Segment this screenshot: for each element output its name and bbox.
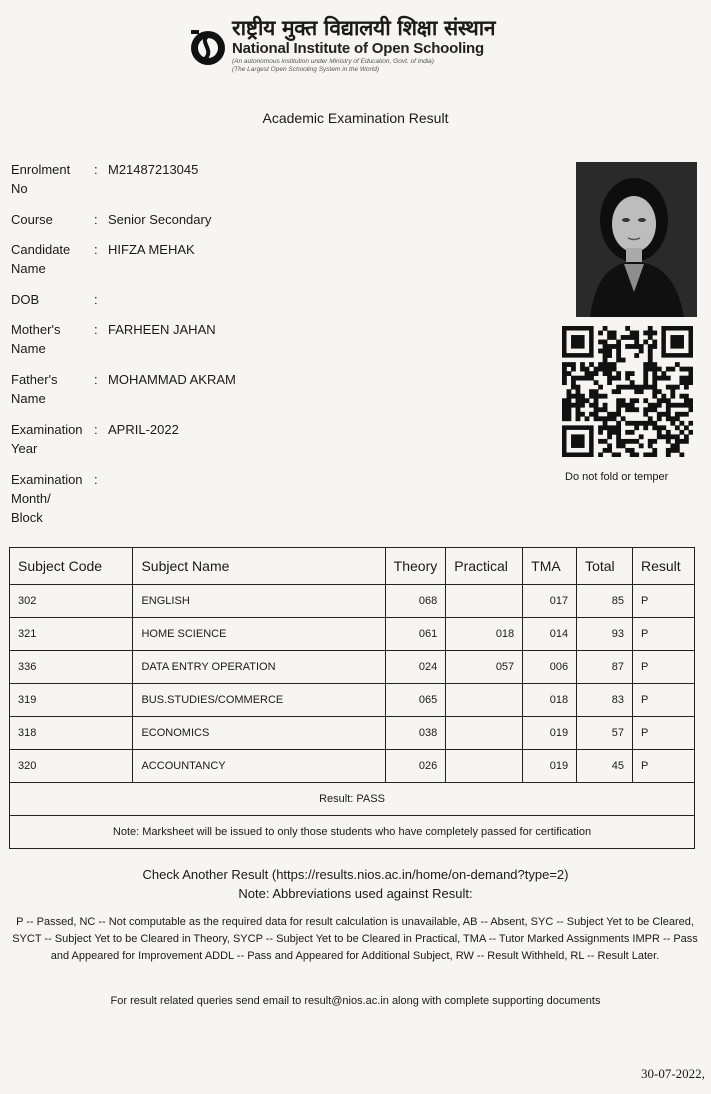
subject-code: 321 [10, 618, 133, 651]
col-practical: Practical [446, 548, 523, 585]
institute-subtagline: (The Largest Open Schooling System in the World) [232, 66, 380, 73]
col-subject-code: Subject Code [10, 548, 133, 585]
colon: : [94, 162, 98, 177]
subject-result: P [633, 585, 695, 618]
colon: : [94, 212, 98, 227]
marks-table [9, 547, 695, 849]
subject-name: ECONOMICS [133, 717, 385, 750]
subject-name: ACCOUNTANCY [133, 750, 385, 783]
fold-warning: Do not fold or temper [565, 471, 669, 483]
subject-code: 302 [10, 585, 133, 618]
exam-month-label: Examination Month/ Block [11, 472, 83, 525]
practical-marks: 057 [446, 651, 523, 684]
course-value: Senior Secondary [108, 212, 212, 227]
exam-year-label: Examination Year [11, 422, 83, 456]
col-tma: TMA [523, 548, 577, 585]
mother-name-label: Mother's Name [11, 322, 61, 356]
subject-result: P [633, 618, 695, 651]
subject-code: 336 [10, 651, 133, 684]
theory-marks: 065 [385, 684, 446, 717]
total-marks: 87 [577, 651, 633, 684]
practical-marks: 018 [446, 618, 523, 651]
mother-name-value: FARHEEN JAHAN [108, 322, 216, 337]
subject-result: P [633, 684, 695, 717]
col-result: Result [633, 548, 695, 585]
course-label: Course [11, 212, 53, 227]
table-row [10, 618, 695, 651]
overall-result-row [10, 783, 695, 816]
table-header-row [10, 548, 695, 585]
subject-name: HOME SCIENCE [133, 618, 385, 651]
colon: : [94, 372, 98, 387]
practical-marks [446, 717, 523, 750]
tma-marks: 014 [523, 618, 577, 651]
total-marks: 83 [577, 684, 633, 717]
institute-hindi-name: राष्ट्रीय मुक्त विद्यालयी शिक्षा संस्थान [232, 16, 496, 40]
marksheet-note: Note: Marksheet will be issued to only those students who have completely passed for certification [10, 816, 695, 849]
subject-code: 320 [10, 750, 133, 783]
table-row [10, 585, 695, 618]
candidate-name-label: Candidate Name [11, 242, 71, 276]
total-marks: 85 [577, 585, 633, 618]
theory-marks: 038 [385, 717, 446, 750]
colon: : [94, 322, 98, 337]
theory-marks: 061 [385, 618, 446, 651]
subject-name: BUS.STUDIES/COMMERCE [133, 684, 385, 717]
practical-marks [446, 585, 523, 618]
theory-marks: 024 [385, 651, 446, 684]
exam-year-value: APRIL-2022 [108, 422, 179, 437]
colon: : [94, 472, 98, 487]
marksheet-note-row [10, 816, 695, 849]
father-name-value: MOHAMMAD AKRAM [108, 372, 236, 387]
qr-code [562, 326, 693, 457]
institute-name: National Institute of Open Schooling [232, 40, 484, 57]
practical-marks [446, 750, 523, 783]
subject-name: ENGLISH [133, 585, 385, 618]
table-row [10, 684, 695, 717]
tma-marks: 019 [523, 717, 577, 750]
check-another-link[interactable]: Check Another Result [142, 867, 269, 882]
page-title: Academic Examination Result [262, 110, 449, 126]
colon: : [94, 242, 98, 257]
theory-marks: 026 [385, 750, 446, 783]
tma-marks: 018 [523, 684, 577, 717]
subject-result: P [633, 717, 695, 750]
theory-marks: 068 [385, 585, 446, 618]
total-marks: 45 [577, 750, 633, 783]
colon: : [94, 292, 98, 307]
table-row [10, 651, 695, 684]
abbreviations-text: P -- Passed, NC -- Not computable as the required data for result calculation is unavailable, AB -- Absent, SYC -- Subject Yet to be Cleared, SYCT -- Subject Yet to be Cleared in Theory, SYCP -- Subject Yet to be Cleared in Practical, TMA -- Tutor Marked Assignments IMPR -- Pass and Appeared for Improvement ADDL -- Pass and Appeared for Additional Subject, RW -- Result Withheld, RL -- Result Later. [12, 916, 698, 962]
total-marks: 93 [577, 618, 633, 651]
table-row [10, 717, 695, 750]
subject-code: 318 [10, 717, 133, 750]
subject-result: P [633, 750, 695, 783]
check-another-url[interactable]: (https://results.nios.ac.in/home/on-demand?type=2) [271, 867, 569, 882]
practical-marks [446, 684, 523, 717]
nios-logo [188, 28, 228, 70]
subject-name: DATA ENTRY OPERATION [133, 651, 385, 684]
institute-tagline: (An autonomous institution under Ministry of Education, Govt. of India) [232, 58, 434, 65]
candidate-photo [576, 162, 697, 317]
candidate-name-value: HIFZA MEHAK [108, 242, 195, 257]
dob-label: DOB [11, 292, 40, 307]
query-note: For result related queries send email to result@nios.ac.in along with complete supporting documents [110, 995, 601, 1007]
col-total: Total [577, 548, 633, 585]
table-row [10, 750, 695, 783]
tma-marks: 006 [523, 651, 577, 684]
tma-marks: 019 [523, 750, 577, 783]
print-date: 30-07-2022, [641, 1066, 705, 1081]
check-another-result [0, 867, 711, 882]
overall-result: Result: PASS [10, 783, 695, 816]
col-theory: Theory [385, 548, 446, 585]
tma-marks: 017 [523, 585, 577, 618]
subject-result: P [633, 651, 695, 684]
enrolment-label: Enrolment No [11, 162, 71, 196]
father-name-label: Father's Name [11, 372, 58, 406]
candidate-photo-image [576, 162, 697, 317]
enrolment-value: M21487213045 [108, 162, 199, 177]
colon: : [94, 422, 98, 437]
abbreviations-title: Note: Abbreviations used against Result: [238, 886, 473, 901]
col-subject-name: Subject Name [133, 548, 385, 585]
subject-code: 319 [10, 684, 133, 717]
total-marks: 57 [577, 717, 633, 750]
